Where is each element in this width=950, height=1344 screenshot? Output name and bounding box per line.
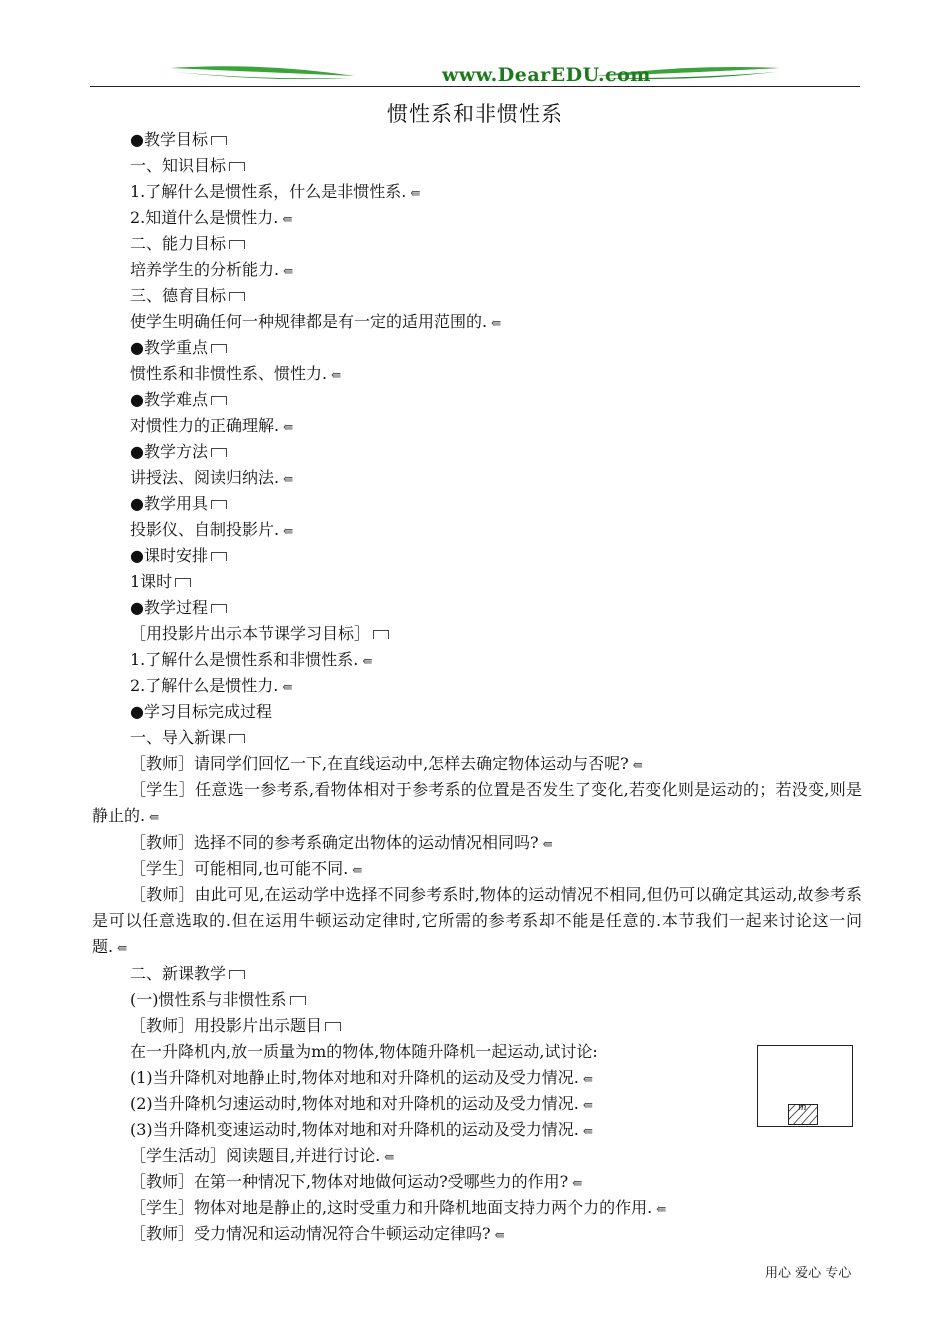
line-text: ［用投影片出示本节课学习目标］ — [130, 624, 371, 643]
mass-label: m — [798, 1104, 807, 1113]
paragraph-mark-icon — [229, 240, 245, 249]
text-line — [92, 257, 862, 283]
text-line — [92, 283, 862, 309]
line-text: 1课时 — [130, 572, 173, 591]
line-text: ［教师］用投影片出示题目 — [130, 1016, 323, 1035]
paragraph-mark-icon — [211, 552, 227, 561]
line-break-icon: ⇚ — [352, 863, 363, 877]
line-break-icon: ⇚ — [656, 1202, 667, 1216]
text-line — [92, 179, 862, 205]
paragraph-mark-icon — [373, 630, 389, 639]
line-text: 一、知识目标 — [130, 156, 227, 175]
line-text: ［教师］受力情况和运动情况符合牛顿运动定律吗? — [130, 1224, 491, 1243]
line-break-icon: ⇚ — [282, 212, 293, 226]
line-break-icon: ⇚ — [384, 1150, 395, 1164]
header-rule — [90, 86, 860, 87]
text-line — [92, 413, 862, 439]
text-line — [92, 882, 862, 961]
text-line — [92, 856, 862, 882]
line-text: ［学生］可能相同,也可能不同. — [130, 859, 349, 878]
line-break-icon: ⇚ — [582, 1124, 593, 1138]
text-line — [92, 1143, 862, 1169]
text-line — [92, 595, 862, 621]
line-break-icon: ⇚ — [283, 420, 294, 434]
line-text: 1.了解什么是惯性系，什么是非惯性系. — [130, 182, 407, 201]
line-text: (3)当升降机变速运动时,物体对地和对升降机的运动及受力情况. — [130, 1120, 579, 1139]
text-line — [92, 1195, 862, 1221]
line-text: 讲授法、阅读归纳法. — [130, 468, 280, 487]
line-text: 2.知道什么是惯性力. — [130, 208, 279, 227]
line-break-icon: ⇚ — [410, 186, 421, 200]
line-break-icon: ⇚ — [572, 1176, 583, 1190]
line-break-icon: ⇚ — [542, 837, 553, 851]
text-line — [92, 621, 862, 647]
text-line — [92, 335, 862, 361]
text-line — [92, 777, 862, 830]
text-line — [92, 569, 862, 595]
paragraph-mark-icon — [211, 344, 227, 353]
text-line — [92, 439, 862, 465]
document-body — [92, 127, 862, 1247]
line-text: ［教师］请同学们回忆一下,在直线运动中,怎样去确定物体运动与否呢? — [130, 754, 629, 773]
line-break-icon: ⇚ — [331, 368, 342, 382]
line-text: (1)当升降机对地静止时,物体对地和对升降机的运动及受力情况. — [130, 1068, 579, 1087]
line-text: 惯性系和非惯性系、惯性力. — [130, 364, 328, 383]
text-line — [92, 725, 862, 751]
line-text: 2.了解什么是惯性力. — [130, 676, 279, 695]
line-text: 对惯性力的正确理解. — [130, 416, 280, 435]
text-line — [92, 127, 862, 153]
text-line — [92, 309, 862, 335]
line-break-icon: ⇚ — [117, 941, 128, 955]
page-title: 惯性系和非惯性系 — [387, 102, 563, 126]
line-break-icon: ⇚ — [494, 1228, 505, 1242]
text-line — [92, 1039, 862, 1065]
line-text: ●教学难点 — [130, 390, 208, 409]
line-text: 二、能力目标 — [130, 234, 227, 253]
paragraph-mark-icon — [211, 396, 227, 405]
text-line — [92, 1091, 862, 1117]
paragraph-mark-icon — [229, 734, 245, 743]
paragraph-mark-icon — [229, 292, 245, 301]
line-text: 1.了解什么是惯性系和非惯性系. — [130, 650, 359, 669]
line-text: 培养学生的分析能力. — [130, 260, 280, 279]
line-text: ［教师］选择不同的参考系确定出物体的运动情况相同吗? — [130, 833, 539, 852]
line-text: 一、导入新课 — [130, 728, 227, 747]
line-break-icon: ⇚ — [362, 654, 373, 668]
line-break-icon: ⇚ — [283, 524, 294, 538]
text-line — [92, 830, 862, 856]
text-line — [92, 361, 862, 387]
line-text: (一)惯性系与非惯性系 — [130, 990, 287, 1009]
line-break-icon: ⇚ — [282, 680, 293, 694]
line-text: ［教师］由此可见,在运动学中选择不同参考系时,物体的运动情况不相同,但仍可以确定其运动,故参考系是可以任意选取的.但在运用牛顿运动定律时,它所需的参考系却不能是任意的.本节我们一起来讨论这一问题. — [92, 885, 862, 956]
text-line — [92, 1013, 862, 1039]
line-text: ［教师］在第一种情况下,物体对地做何运动?受哪些力的作用? — [130, 1172, 569, 1191]
text-line — [92, 205, 862, 231]
text-line — [92, 1065, 862, 1091]
text-line — [92, 543, 862, 569]
line-text: ●教学用具 — [130, 494, 208, 513]
paragraph-mark-icon — [175, 578, 191, 587]
line-text: ●教学重点 — [130, 338, 208, 357]
text-line — [92, 517, 862, 543]
line-break-icon: ⇚ — [283, 264, 294, 278]
line-text: 在一升降机内,放一质量为m的物体,物体随升降机一起运动,试讨论: — [130, 1042, 598, 1061]
line-text: ●教学过程 — [130, 598, 208, 617]
text-line — [92, 1221, 862, 1247]
text-line — [92, 1169, 862, 1195]
text-line — [92, 1117, 862, 1143]
line-text: 三、德育目标 — [130, 286, 227, 305]
line-break-icon: ⇚ — [283, 472, 294, 486]
text-line — [92, 231, 862, 257]
paragraph-mark-icon — [290, 996, 306, 1005]
text-line — [92, 699, 862, 725]
paragraph-mark-icon — [229, 162, 245, 171]
line-break-icon: ⇚ — [491, 316, 502, 330]
line-text: ●学习目标完成过程 — [130, 702, 272, 721]
line-text: ●教学方法 — [130, 442, 208, 461]
paragraph-mark-icon — [211, 136, 227, 145]
paragraph-mark-icon — [211, 604, 227, 613]
line-text: ●教学目标 — [130, 130, 208, 149]
line-break-icon: ⇚ — [582, 1098, 593, 1112]
text-line — [92, 751, 862, 777]
site-logo-text[interactable]: www.DearEDU.com — [442, 64, 651, 86]
mass-block — [788, 1104, 818, 1125]
text-line — [92, 491, 862, 517]
line-text: ［学生活动］阅读题目,并进行讨论. — [130, 1146, 381, 1165]
paragraph-mark-icon — [211, 448, 227, 457]
line-text: 使学生明确任何一种规律都是有一定的适用范围的. — [130, 312, 488, 331]
text-line — [92, 647, 862, 673]
paragraph-mark-icon — [211, 500, 227, 509]
line-text: 投影仪、自制投影片. — [130, 520, 280, 539]
paragraph-mark-icon — [325, 1022, 341, 1031]
paragraph-mark-icon — [229, 970, 245, 979]
line-text: ［学生］任意选一参考系,看物体相对于参考系的位置是否发生了变化,若变化则是运动的；若没变,则是静止的. — [92, 780, 862, 825]
line-text: ●课时安排 — [130, 546, 208, 565]
line-break-icon: ⇚ — [632, 758, 643, 772]
text-line — [92, 673, 862, 699]
line-text: (2)当升降机匀速运动时,物体对地和对升降机的运动及受力情况. — [130, 1094, 579, 1113]
line-break-icon: ⇚ — [582, 1072, 593, 1086]
footer-slogan: 用心 爱心 专心 — [765, 1266, 852, 1281]
text-line — [92, 153, 862, 179]
line-break-icon: ⇚ — [149, 810, 160, 824]
line-text: ［学生］物体对地是静止的,这时受重力和升降机地面支持力两个力的作用. — [130, 1198, 653, 1217]
text-line — [92, 987, 862, 1013]
line-text: 二、新课教学 — [130, 964, 227, 983]
text-line — [92, 961, 862, 987]
text-line — [92, 465, 862, 491]
text-line — [92, 387, 862, 413]
